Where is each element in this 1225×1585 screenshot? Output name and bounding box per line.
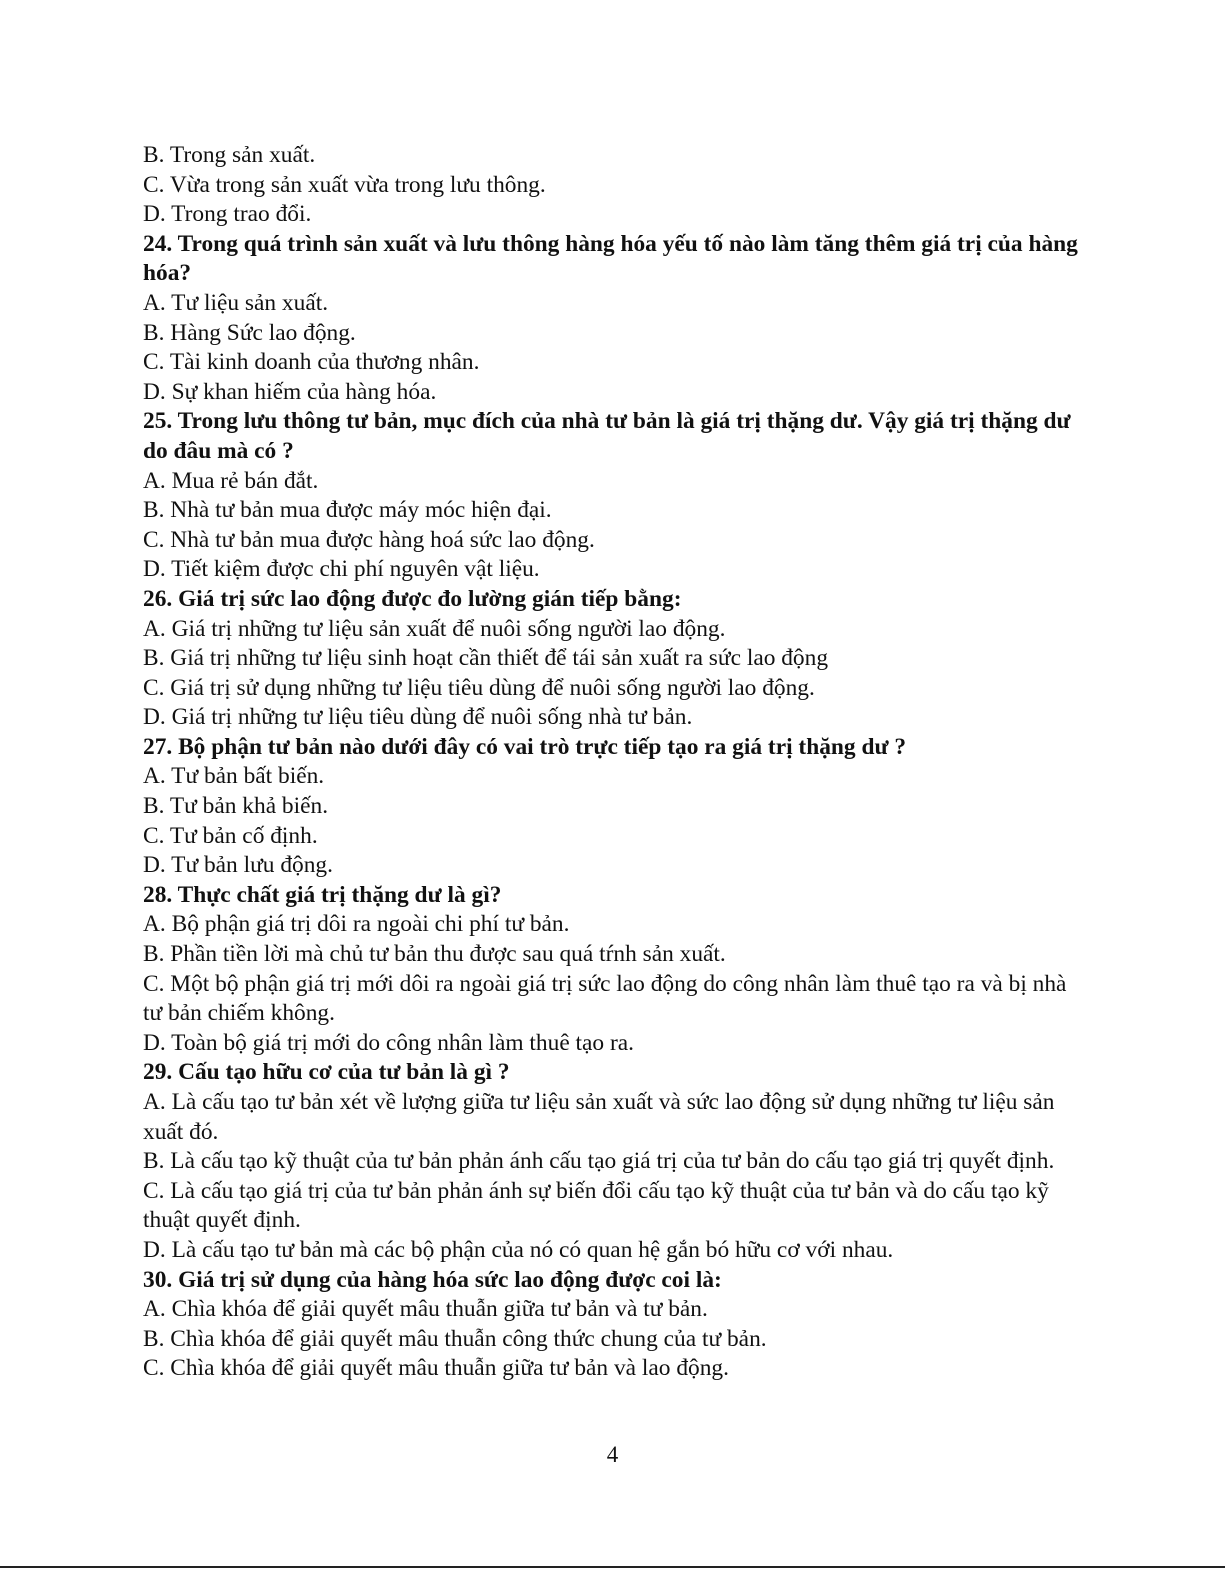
answer-option: C. Chìa khóa để giải quyết mâu thuẫn giữa tư bản và lao động. (143, 1355, 729, 1382)
answer-option: B. Nhà tư bản mua được máy móc hiện đại. (143, 497, 552, 524)
answer-option: D. Tiết kiệm được chi phí nguyên vật liệu. (143, 556, 540, 583)
answer-option: A. Giá trị những tư liệu sản xuất để nuôi sống người lao động. (143, 615, 726, 642)
answer-option: D. Trong trao đổi. (143, 201, 312, 228)
answer-option: A. Bộ phận giá trị dôi ra ngoài chi phí tư bản. (143, 911, 570, 938)
question-text: 25. Trong lưu thông tư bản, mục đích của nhà tư bản là giá trị thặng dư. Vậy giá trị thặng dư do đâu mà có ? (143, 408, 1071, 464)
answer-option: A. Tư bản bất biến. (143, 763, 325, 790)
question-text: 28. Thực chất giá trị thặng dư là gì? (143, 881, 502, 908)
answer-option: C. Là cấu tạo giá trị của tư bản phản ánh sự biến đổi cấu tạo kỹ thuật của tư bản và do cấu tạo kỹ thuật quyết định. (143, 1177, 1049, 1234)
question-text: 24. Trong quá trình sản xuất và lưu thông hàng hóa yếu tố nào làm tăng thêm giá trị của hàng hóa? (143, 230, 1078, 287)
answer-option: B. Giá trị những tư liệu sinh hoạt cần thiết để tái sản xuất ra sức lao động (143, 645, 829, 672)
answer-option: D. Toàn bộ giá trị mới do công nhân làm thuê tạo ra. (143, 1029, 634, 1056)
answer-option: B. Hàng Sức lao động. (143, 319, 356, 346)
answer-option: D. Tư bản lưu động. (143, 852, 333, 879)
page-body (143, 141, 1083, 1384)
answer-option: A. Tư liệu sản xuất. (143, 289, 329, 316)
answer-option: C. Vừa trong sản xuất vừa trong lưu thông. (143, 171, 546, 198)
answer-option: B. Tư bản khả biến. (143, 793, 329, 820)
answer-option: A. Chìa khóa để giải quyết mâu thuẫn giữa tư bản và tư bản. (143, 1296, 708, 1323)
answer-option: A. Mua rẻ bán đắt. (143, 467, 319, 494)
answer-option: C. Giá trị sử dụng những tư liệu tiêu dùng để nuôi sống người lao động. (143, 674, 815, 701)
question-text: 27. Bộ phận tư bản nào dưới đây có vai trò trực tiếp tạo ra giá trị thặng dư ? (143, 733, 907, 760)
answer-option: B. Phần tiền lời mà chủ tư bản thu được sau quá tŕnh sản xuất. (143, 941, 726, 968)
answer-option: C. Nhà tư bản mua được hàng hoá sức lao động. (143, 526, 595, 553)
answer-option: B. Là cấu tạo kỹ thuật của tư bản phản ánh cấu tạo giá trị của tư bản do cấu tạo giá trị quyết định. (143, 1148, 1055, 1175)
question-text: 30. Giá trị sử dụng của hàng hóa sức lao động được coi là: (143, 1266, 722, 1293)
answer-option: B. Chìa khóa để giải quyết mâu thuẫn công thức chung của tư bản. (143, 1325, 767, 1352)
answer-option: D. Là cấu tạo tư bản mà các bộ phận của nó có quan hệ gắn bó hữu cơ với nhau. (143, 1236, 894, 1263)
page-bottom-border (0, 1566, 1225, 1568)
answer-option: C. Một bộ phận giá trị mới dôi ra ngoài giá trị sức lao động do công nhân làm thuê tạo ra và bị nhà tư bản chiếm không. (143, 970, 1067, 1027)
page-number: 4 (606, 1442, 619, 1467)
answer-option: C. Tài kinh doanh của thương nhân. (143, 349, 480, 376)
question-text: 29. Cấu tạo hữu cơ của tư bản là gì ? (143, 1059, 510, 1086)
answer-option: D. Sự khan hiếm của hàng hóa. (143, 378, 437, 405)
question-text: 26. Giá trị sức lao động được đo lường gián tiếp bằng: (143, 585, 682, 612)
answer-option: C. Tư bản cố định. (143, 822, 318, 849)
answer-option: B. Trong sản xuất. (143, 142, 316, 168)
answer-option: D. Giá trị những tư liệu tiêu dùng để nuôi sống nhà tư bản. (143, 704, 693, 731)
answer-option: A. Là cấu tạo tư bản xét về lượng giữa tư liệu sản xuất và sức lao động sử dụng những tư liệu sản xuất đó. (143, 1089, 1055, 1145)
